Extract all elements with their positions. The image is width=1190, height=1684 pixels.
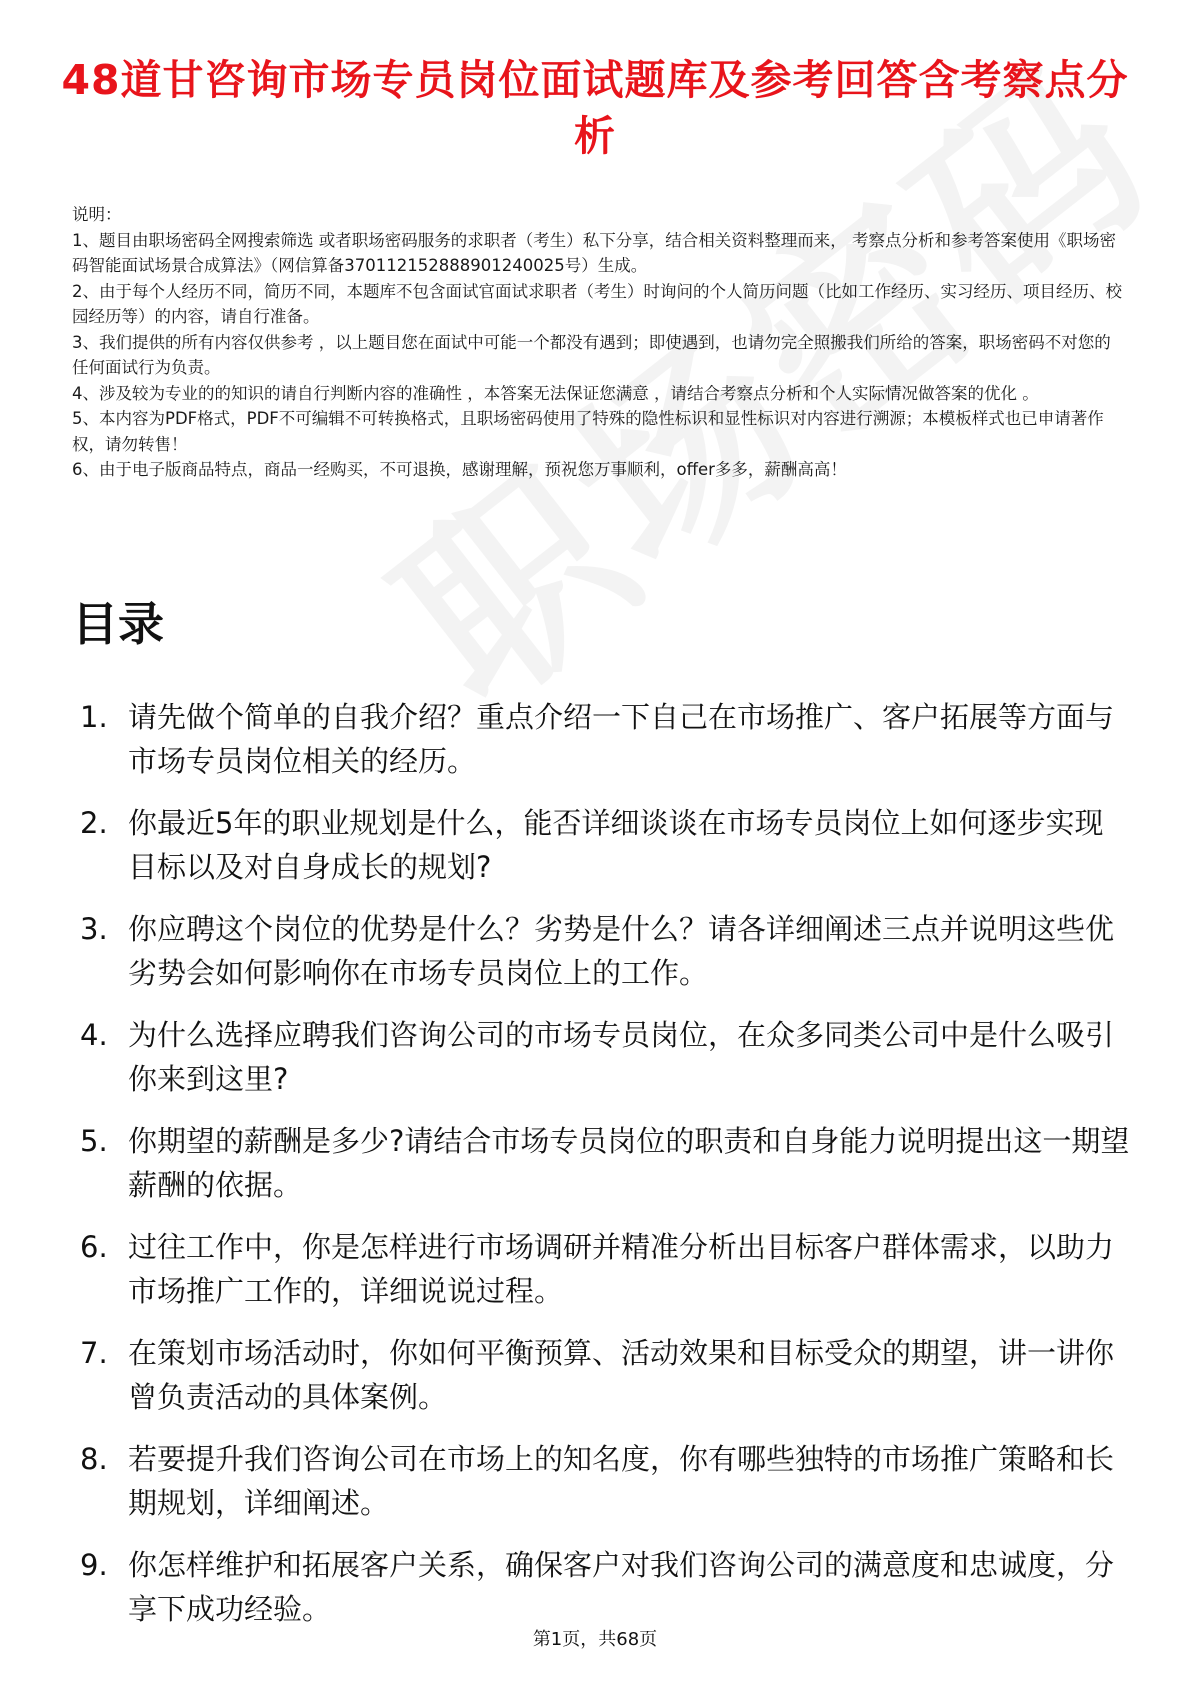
note-item: 2、由于每个人经历不同，简历不同，本题库不包含面试官面试求职者（考生）时询问的个人简历问题（比如工作经历、实习经历、项目经历、校园经历等）的内容，请自行准备。: [72, 281, 1122, 326]
note-item: 4、涉及较为专业的的知识的请自行判断内容的准确性 ，本答案无法保证您满意 ，请结合考察点分析和个人实际情况做答案的优化 。: [72, 383, 1039, 403]
toc-item-number: 6.: [80, 1230, 108, 1264]
toc-item[interactable]: [80, 907, 1130, 995]
toc-item[interactable]: [80, 695, 1130, 783]
toc-item[interactable]: [80, 1437, 1130, 1525]
notes-section: [72, 202, 1122, 483]
note-item: 3、我们提供的所有内容仅供参考 ，以上题目您在面试中可能一个都没有遇到；即使遇到，也请勿完全照搬我们所给的答案，职场密码不对您的任何面试行为负责。: [72, 332, 1111, 377]
toc-item-number: 7.: [80, 1336, 108, 1370]
toc-item-text: 若要提升我们咨询公司在市场上的知名度，你有哪些独特的市场推广策略和长期规划，详细阐述。: [128, 1442, 1115, 1520]
toc-heading: 目录: [72, 597, 164, 651]
note-item: 6、由于电子版商品特点，商品一经购买，不可退换，感谢理解，预祝您万事顺利，offer多多，薪酬高高！: [72, 460, 847, 479]
page-footer: 第1页，共68页: [532, 1629, 658, 1650]
toc-item-number: 1.: [80, 700, 108, 734]
toc-item-number: 2.: [80, 806, 108, 840]
toc-list: [80, 695, 1130, 1649]
notes-heading: 说明：: [72, 205, 122, 224]
toc-item-text: 你期望的薪酬是多少?请结合市场专员岗位的职责和自身能力说明提出这一期望薪酬的依据。: [128, 1124, 1130, 1202]
toc-item[interactable]: [80, 1013, 1130, 1101]
toc-item-text: 你最近5年的职业规划是什么，能否详细谈谈在市场专员岗位上如何逐步实现目标以及对自身成长的规划?: [128, 806, 1104, 884]
document-title: 48道甘咨询市场专员岗位面试题库及参考回答含考察点分析: [61, 56, 1129, 160]
toc-item-number: 9.: [80, 1548, 108, 1582]
toc-item-text: 过往工作中，你是怎样进行市场调研并精准分析出目标客户群体需求，以助力市场推广工作的，详细说说过程。: [128, 1230, 1115, 1308]
toc-item-text: 你怎样维护和拓展客户关系，确保客户对我们咨询公司的满意度和忠诚度，分享下成功经验。: [128, 1548, 1115, 1626]
toc-item[interactable]: [80, 801, 1130, 889]
note-item: 1、题目由职场密码全网搜索筛选 或者职场密码服务的求职者（考生）私下分享，结合相关资料整理而来， 考察点分析和参考答案使用《职场密码智能面试场景合成算法》（网信算备370112152888901240025号）生成。: [72, 230, 1116, 275]
toc-item[interactable]: [80, 1543, 1130, 1631]
toc-item-text: 请先做个简单的自我介绍？重点介绍一下自己在市场推广、客户拓展等方面与市场专员岗位相关的经历。: [128, 700, 1115, 778]
toc-item-number: 3.: [80, 912, 108, 946]
toc-item-number: 4.: [80, 1018, 108, 1052]
toc-item-text: 在策划市场活动时，你如何平衡预算、活动效果和目标受众的期望，讲一讲你曾负责活动的具体案例。: [128, 1336, 1115, 1414]
note-item: 5、本内容为PDF格式，PDF不可编辑不可转换格式，且职场密码使用了特殊的隐性标识和显性标识对内容进行溯源；本模板样式也已申请著作权，请勿转售！: [72, 409, 1104, 454]
toc-item[interactable]: [80, 1119, 1130, 1207]
toc-item[interactable]: [80, 1225, 1130, 1313]
toc-item-number: 5.: [80, 1124, 108, 1158]
toc-item-text: 为什么选择应聘我们咨询公司的市场专员岗位，在众多同类公司中是什么吸引你来到这里?: [128, 1018, 1115, 1096]
toc-item-number: 8.: [80, 1442, 108, 1476]
toc-item[interactable]: [80, 1331, 1130, 1419]
toc-item-text: 你应聘这个岗位的优势是什么？劣势是什么？请各详细阐述三点并说明这些优劣势会如何影响你在市场专员岗位上的工作。: [128, 912, 1115, 990]
